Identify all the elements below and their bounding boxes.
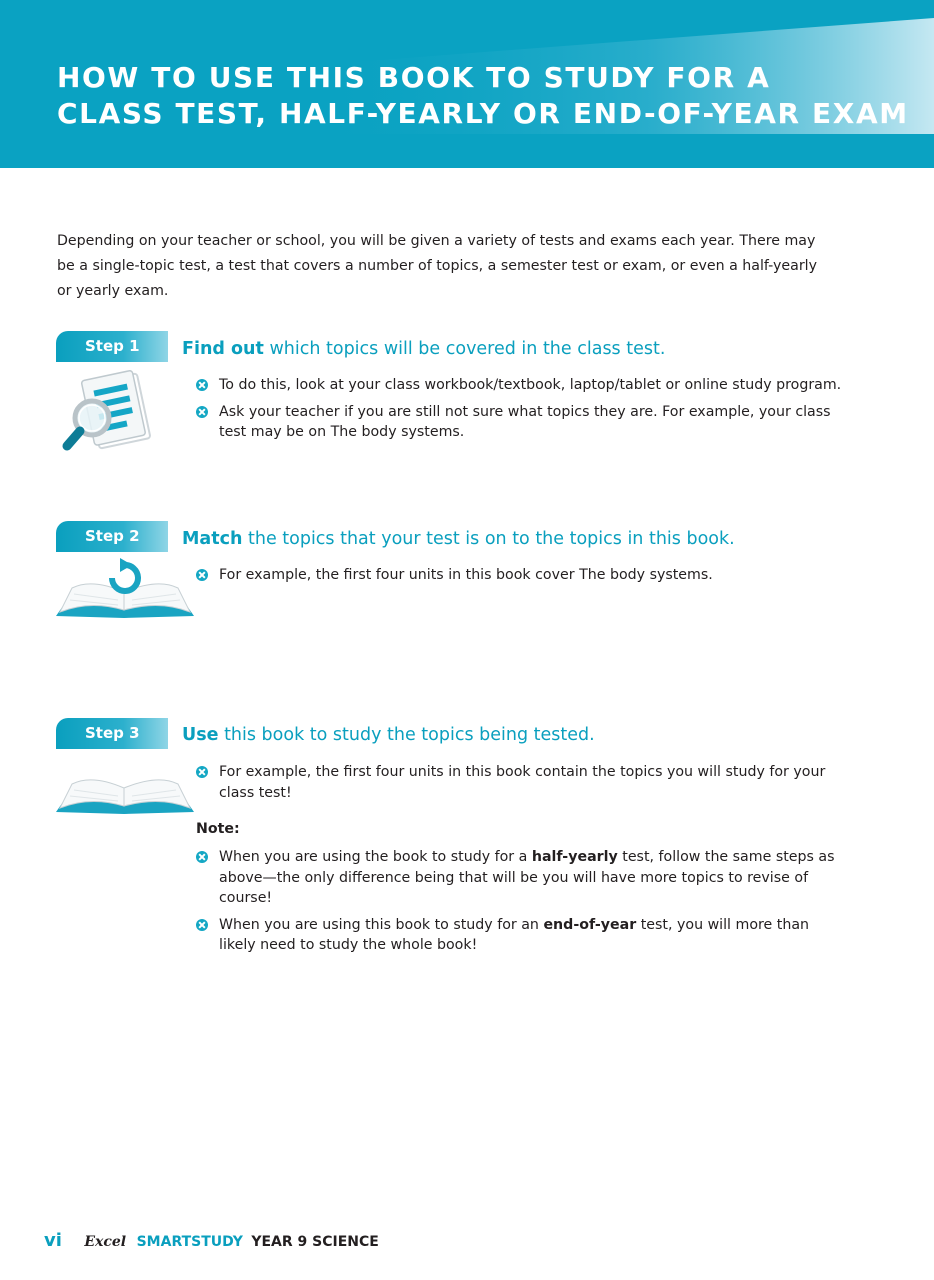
bullet-x-icon [196, 766, 208, 778]
bullet-text: When you are using this book to study for an end-of-year test, you will more than likely need to study the whole book! [219, 916, 810, 953]
step-3-heading-bold: Use [182, 725, 219, 745]
bullet-text: For example, the first four units in this book cover The body systems. [219, 567, 713, 583]
intro-paragraph: Depending on your teacher or school, you will be given a variety of tests and exams each year. There may be a single-topic test, a test that covers a number of topics, a semester test or exam, or even a half-yearly or yearly exam. [57, 233, 817, 299]
step-1-heading-bold: Find out [182, 339, 264, 359]
series-name: SMARTSTUDY [136, 1234, 243, 1250]
step-2-bullets [196, 565, 856, 592]
step-2-tab: Step 2 [56, 521, 168, 552]
header-banner [0, 0, 934, 168]
page-number: vi [44, 1230, 62, 1251]
list-item [196, 847, 836, 909]
brand-name: Excel [84, 1234, 127, 1250]
bullet-text: To do this, look at your class workbook/textbook, laptop/tablet or online study program. [219, 377, 842, 393]
step-1-bullets [196, 375, 856, 449]
note-label: Note: [196, 821, 240, 837]
magnifier-document-icon [58, 368, 158, 464]
step-3-heading [182, 723, 595, 747]
step-2-heading [182, 527, 735, 551]
open-book-icon [54, 762, 196, 824]
bullet-x-icon [196, 919, 208, 931]
list-item [196, 762, 856, 803]
list-item [196, 402, 856, 443]
bullet-x-icon [196, 851, 208, 863]
step-1-heading-rest: which topics will be covered in the class test. [263, 339, 666, 359]
step-2-heading-bold: Match [182, 529, 243, 549]
step-3-tab: Step 3 [56, 718, 168, 749]
subject-name: YEAR 9 SCIENCE [251, 1234, 379, 1250]
page-footer [44, 1230, 379, 1251]
bullet-x-icon [196, 569, 208, 581]
title-line-1: HOW TO USE THIS BOOK TO STUDY FOR A [57, 61, 771, 94]
step-1-tab: Step 1 [56, 331, 168, 362]
bullet-x-icon [196, 379, 208, 391]
bullet-text: When you are using the book to study for a half-yearly test, follow the same steps as above—the only difference being that will be you will have more topics to revise of course! [219, 849, 835, 906]
list-item [196, 375, 856, 396]
book-refresh-icon [54, 556, 196, 628]
list-item [196, 915, 836, 956]
step-3-bullets [196, 762, 856, 809]
bullet-text: For example, the first four units in this book contain the topics you will study for your class test! [219, 764, 826, 801]
note-bullets [196, 847, 836, 962]
step-2-heading-rest: the topics that your test is on to the topics in this book. [242, 529, 735, 549]
list-item [196, 565, 856, 586]
step-1-heading [182, 337, 665, 361]
step-3-heading-rest: this book to study the topics being tested. [218, 725, 595, 745]
bullet-x-icon [196, 406, 208, 418]
page-title [57, 60, 909, 132]
title-line-2: CLASS TEST, HALF-YEARLY OR END-OF-YEAR EXAM [57, 97, 909, 130]
bullet-text: Ask your teacher if you are still not sure what topics they are. For example, your class test may be on The body systems. [219, 403, 831, 440]
